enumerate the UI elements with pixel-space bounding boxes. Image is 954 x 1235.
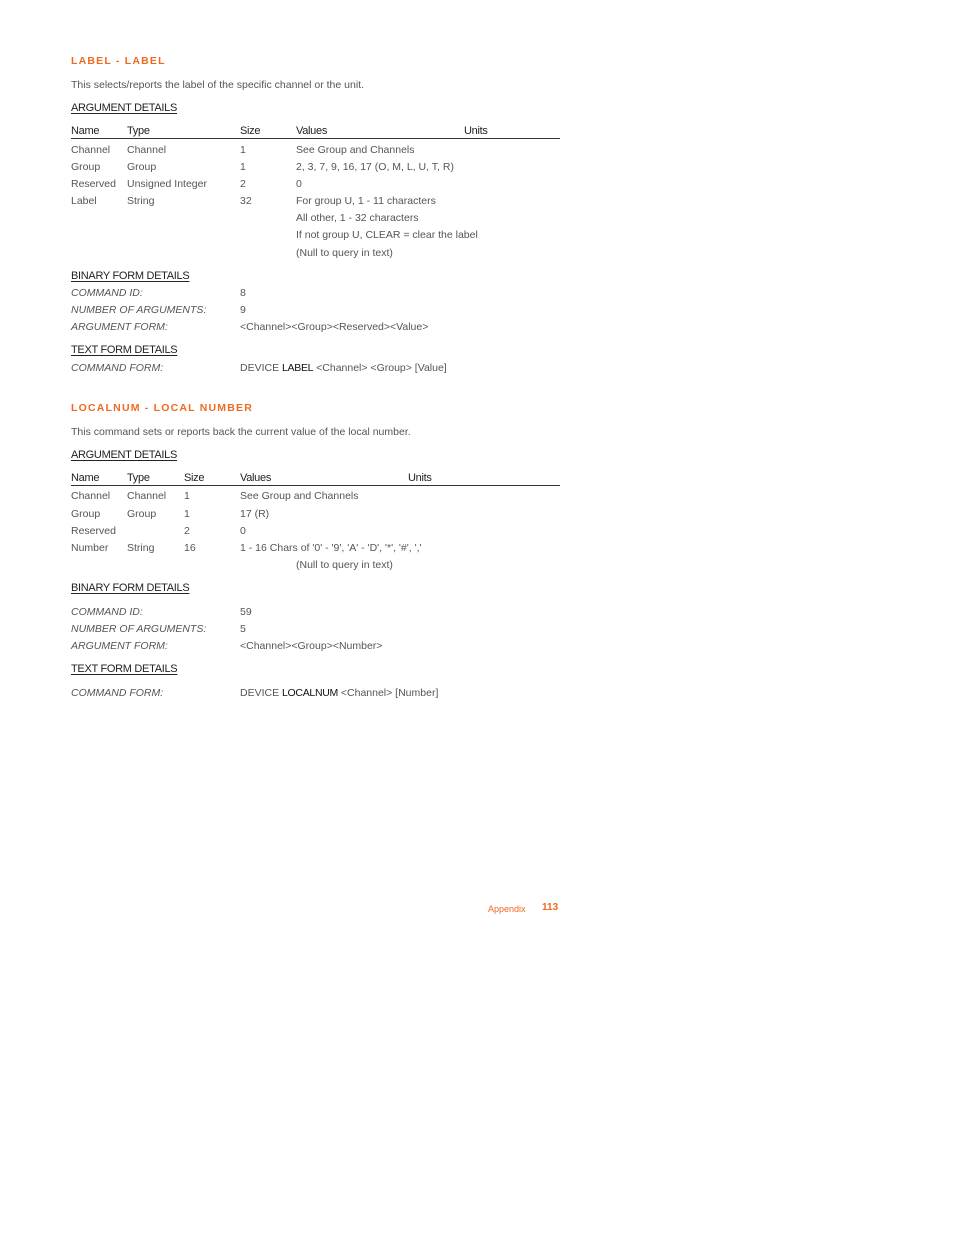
command-form-value [240, 362, 447, 374]
command-form-label: COMMAND FORM [71, 687, 161, 699]
col-name: Name [71, 472, 100, 484]
cell-name: Label [71, 195, 97, 207]
cell-type: Unsigned Integer [127, 178, 207, 190]
cell-values: 1 - 16 Chars of '0' - '9', 'A' - 'D', '*', '#', ',' [240, 542, 422, 554]
col-values: Values [296, 125, 328, 137]
localnum-description: This command sets or reports back the current value of the local number. [71, 426, 411, 438]
label-description: This selects/reports the label of the specific channel or the unit. [71, 79, 364, 91]
cell-size: 16 [184, 542, 196, 554]
cell-name: Channel [71, 144, 111, 156]
command-suffix: <Channel> [Number] [340, 687, 439, 699]
command-id-value: 8 [240, 287, 246, 299]
cell-values: See Group and Channels [240, 490, 359, 502]
cell-values: 0 [240, 525, 246, 537]
label-argument-details-title: ARGUMENT DETAILS [71, 102, 178, 114]
command-form-label: COMMAND FORM [71, 362, 161, 374]
arg-form-value: <Channel><Group><Number> [240, 640, 383, 652]
command-id-label: COMMAND ID [71, 606, 140, 618]
num-args-label: NUMBER OF ARGUMENTS [71, 304, 204, 316]
num-args-value: 5 [240, 623, 246, 635]
cell-size: 1 [184, 508, 190, 520]
page-number: 113 [542, 902, 559, 913]
col-size: Size [240, 125, 261, 137]
table-header-rule [71, 138, 560, 139]
cell-name: Number [71, 542, 109, 554]
localnum-heading: LOCALNUM - LOCAL NUMBER [71, 402, 253, 414]
cell-values: 2, 3, 7, 9, 16, 17 (O, M, L, U, T, R) [296, 161, 454, 173]
localnum-text-form-title: TEXT FORM DETAILS [71, 663, 178, 675]
command-id-label: COMMAND ID [71, 287, 140, 299]
cell-values-continued: All other, 1 - 32 characters [296, 212, 419, 224]
cell-name: Group [71, 161, 101, 173]
localnum-argument-details-title: ARGUMENT DETAILS [71, 449, 178, 461]
table-header-rule [71, 485, 560, 486]
cell-values-continued: If not group U, CLEAR = clear the label [296, 229, 478, 241]
cell-size: 1 [240, 161, 246, 173]
cell-size: 2 [240, 178, 246, 190]
arg-form-value: <Channel><Group><Reserved><Value> [240, 321, 429, 333]
cell-values: 0 [296, 178, 302, 190]
col-values: Values [240, 472, 272, 484]
label-text-form-title: TEXT FORM DETAILS [71, 344, 178, 356]
command-suffix: <Channel> <Group> [Value] [316, 362, 447, 374]
col-type: Type [127, 125, 150, 137]
cell-type: String [127, 542, 155, 554]
command-prefix: DEVICE [240, 362, 280, 374]
label-heading: LABEL - LABEL [71, 55, 166, 67]
command-id-value: 59 [240, 606, 252, 618]
col-units: Units [408, 472, 432, 484]
cell-size: 1 [184, 490, 190, 502]
cell-name: Reserved [71, 178, 116, 190]
cell-values-continued: (Null to query in text) [296, 247, 393, 259]
cell-values-continued: (Null to query in text) [296, 559, 393, 571]
cell-name: Reserved [71, 525, 116, 537]
label-binary-form-title: BINARY FORM DETAILS [71, 270, 190, 282]
num-args-value: 9 [240, 304, 246, 316]
col-units: Units [464, 125, 488, 137]
cell-type: Group [127, 161, 157, 173]
arg-form-label: ARGUMENT FORM [71, 321, 165, 333]
col-size: Size [184, 472, 205, 484]
cell-size: 2 [184, 525, 190, 537]
command-keyword: LABEL [282, 362, 314, 374]
col-name: Name [71, 125, 100, 137]
cell-size: 1 [240, 144, 246, 156]
footer-section-name: Appendix [488, 904, 526, 914]
cell-values: For group U, 1 - 11 characters [296, 195, 436, 207]
cell-type: Channel [127, 490, 167, 502]
num-args-label: NUMBER OF ARGUMENTS [71, 623, 204, 635]
col-type: Type [127, 472, 150, 484]
command-form-value [240, 687, 438, 699]
command-keyword: LOCALNUM [282, 687, 338, 699]
cell-name: Channel [71, 490, 111, 502]
command-prefix: DEVICE [240, 687, 280, 699]
cell-type: Group [127, 508, 157, 520]
cell-values: See Group and Channels [296, 144, 415, 156]
cell-values: 17 (R) [240, 508, 270, 520]
cell-name: Group [71, 508, 101, 520]
cell-type: Channel [127, 144, 167, 156]
localnum-binary-form-title: BINARY FORM DETAILS [71, 582, 190, 594]
cell-size: 32 [240, 195, 252, 207]
cell-type: String [127, 195, 155, 207]
arg-form-label: ARGUMENT FORM [71, 640, 165, 652]
